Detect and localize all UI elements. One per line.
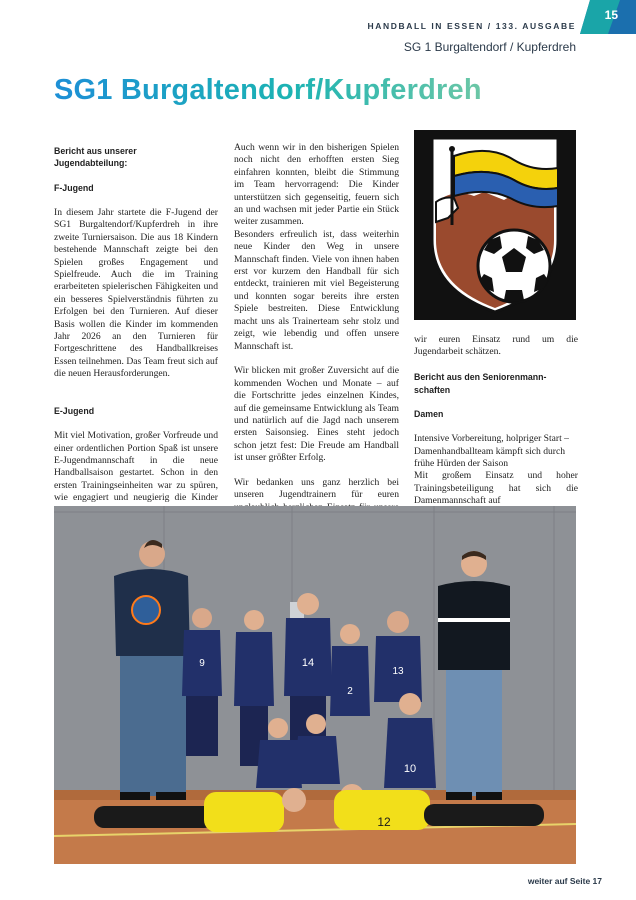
e-jugend-heading: E-Jugend (54, 406, 95, 417)
report-heading-line-2: Jugendabteilung: (54, 158, 128, 169)
jersey-number-9: 9 (199, 658, 205, 669)
damen-subtitle: Intensive Vorbereitung, holpriger Start – Damenhandballteam kämpft sich durch frühe Hürden der Saison (414, 433, 569, 470)
jersey-number-10: 10 (403, 763, 417, 775)
page-number: 15 (604, 8, 618, 22)
section-header: SG 1 Burgaltendorf / Kupferdreh (403, 40, 576, 54)
column-3-paragraph-1: wir euren Einsatz rund um die Jugendarbeit schätzen. (414, 334, 578, 358)
jersey-number-13: 13 (392, 666, 404, 677)
jersey-number-12: 12 (377, 815, 391, 829)
f-jugend-paragraph: In diesem Jahr startete die F-Jugend der SG1 Burgaltendorf/Kupferdreh in ihre zweite Turniersaison. Die aus 18 Kindern bestehende Mannschaft zeigte bei den Spielen großes Engagement und Spielfreude. Auch die im Training erarbeiteten spielerischen Fähigkeiten und ein besseres Spielverständnis führten zu Erfolgen bei den Turnieren. Auf dieser Basis wollen die Kinder im kommenden Jahr 2026 an den Turnieren für Fortgeschrittene des Handballkreises Essen teilnehmen. Das Team freut sich auf die neuen Herausforderungen. (54, 207, 218, 380)
article-title: SG1 Burgaltendorf/Kupferdreh (54, 74, 482, 106)
jersey-number-2: 2 (347, 686, 353, 697)
coach-right (438, 551, 510, 800)
damen-heading: Damen (414, 409, 444, 420)
jersey-number-14: 14 (301, 657, 315, 669)
kid-9 (182, 608, 222, 756)
column-3-paragraph-3: Mit großem Einsatz und hoher Trainingsbeteiligung hat sich die Damenmannschaft auf (414, 470, 578, 507)
publication-header: HANDBALL IN ESSEN / 133. AUSGABE (367, 21, 576, 31)
column-3 (414, 334, 578, 508)
column-2-paragraph-2: Besonders erfreulich ist, dass weiterhin neue Kinder den Weg in unsere Mannschaft finden. Viele von ihnen haben erst vor kurzem den Handball für sich entdeckt, trainieren mit viel Begeisterung und konnten sogar bereits ihre ersten Spiele bestreiten. Diese Entwicklung macht uns als Trainerteam sehr stolz und zeigt, wie lebendig und offen unsere Mannschaft ist. (234, 228, 399, 352)
coach-left (114, 540, 190, 800)
report-heading-line-1: Bericht aus unserer (54, 146, 137, 156)
team-photo (54, 506, 576, 864)
column-2-paragraph-3: Wir blicken mit großer Zuversicht auf die kommenden Wochen und Monate – auf die Fortschritte jedes einzelnen Kindes, auf die gemeinsame Entwicklung als Team und natürlich auf die Jagd nach unserem ersten Saisonsieg. Eines steht jedoch schon jetzt fest: Die Freude am Handball ist unser größter Erfolg. (234, 365, 399, 464)
e-jugend-paragraph: Mit viel Motivation, großer Vorfreude und einer ordentlichen Portion Spaß ist unsere E-Jugendmannschaft in die neue Handballsaison gestartet. Schon in den ersten Trainingseinheiten war zu spüren, wie engagiert und neugierig die Kinder (54, 430, 218, 504)
column-2 (234, 142, 399, 539)
senior-heading-line-1: Bericht aus den Seniorenmann- (414, 372, 547, 383)
column-2-paragraph-1: Auch wenn wir in den bisherigen Spielen noch nicht den erhofften ersten Sieg einfahren konnten, bleibt die Stimmung im Team hervorragend: Die Kinder unterstützen sich gegenseitig, feuern sich an und wachsen mit jeder Partie ein Stück weiter zusammen. (234, 142, 399, 228)
f-jugend-heading: F-Jugend (54, 183, 94, 194)
column-1 (54, 145, 218, 517)
senior-heading-line-2: schaften (414, 384, 451, 395)
column-2-paragraph-4: Wir bedanken uns ganz herzlich bei unseren Jugendtrainern für euren (234, 476, 399, 501)
club-crest-logo (414, 130, 576, 320)
continued-on-page: weiter auf Seite 17 (527, 876, 602, 886)
